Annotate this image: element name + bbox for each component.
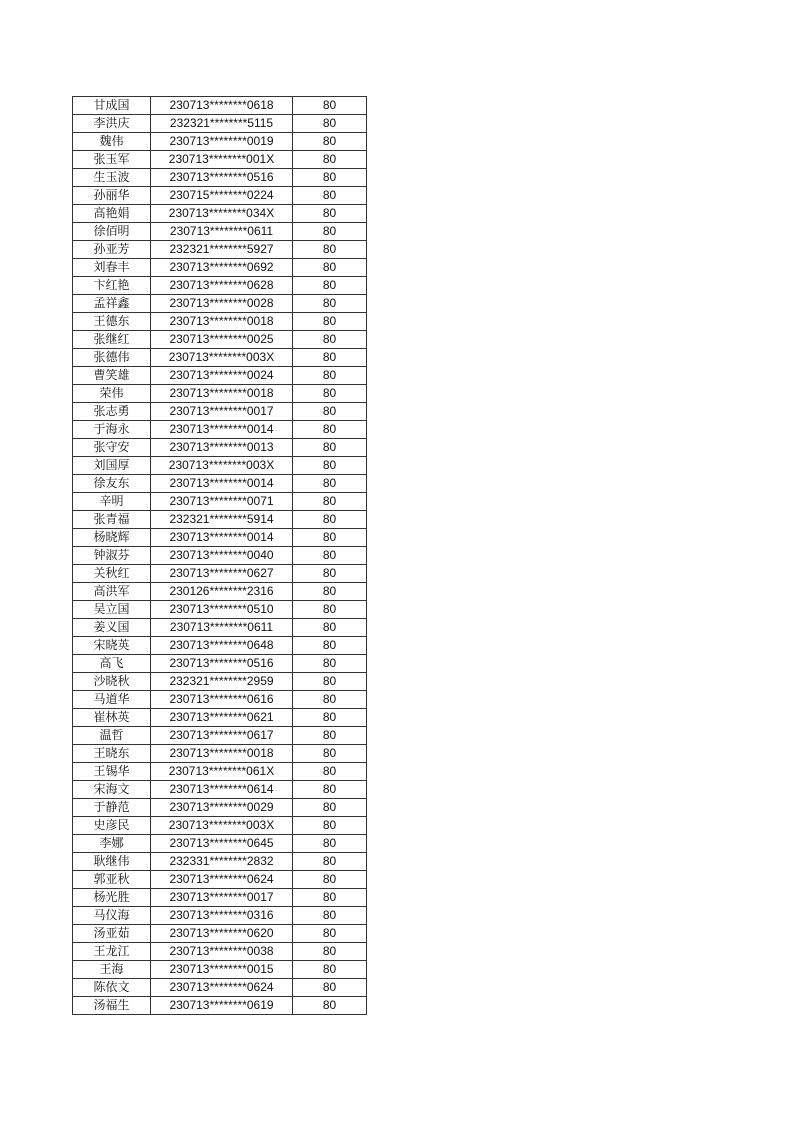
score-cell: 80	[293, 655, 367, 673]
score-cell: 80	[293, 259, 367, 277]
score-cell: 80	[293, 853, 367, 871]
name-cell: 刘国厚	[73, 457, 151, 475]
table-row	[73, 475, 367, 493]
score-cell: 80	[293, 997, 367, 1015]
score-cell: 80	[293, 799, 367, 817]
table-row	[73, 637, 367, 655]
id-number-cell: 230713********0692	[151, 259, 293, 277]
id-number-cell: 232321********2959	[151, 673, 293, 691]
score-cell: 80	[293, 889, 367, 907]
score-cell: 80	[293, 205, 367, 223]
name-cell: 沙晓秋	[73, 673, 151, 691]
id-number-cell: 230713********0611	[151, 223, 293, 241]
id-number-cell: 230713********0624	[151, 871, 293, 889]
id-number-cell: 230713********0017	[151, 403, 293, 421]
table-row	[73, 727, 367, 745]
score-cell: 80	[293, 277, 367, 295]
table-row	[73, 241, 367, 259]
table-row	[73, 655, 367, 673]
table-row	[73, 601, 367, 619]
score-cell: 80	[293, 601, 367, 619]
table-row	[73, 151, 367, 169]
id-number-cell: 230713********0621	[151, 709, 293, 727]
id-number-cell: 230713********0648	[151, 637, 293, 655]
score-cell: 80	[293, 439, 367, 457]
name-cell: 耿继伟	[73, 853, 151, 871]
table-row	[73, 763, 367, 781]
id-number-cell: 230715********0224	[151, 187, 293, 205]
id-number-cell: 232321********5115	[151, 115, 293, 133]
table-row	[73, 889, 367, 907]
id-number-cell: 230713********0628	[151, 277, 293, 295]
name-cell: 于静范	[73, 799, 151, 817]
score-cell: 80	[293, 925, 367, 943]
name-cell: 于海永	[73, 421, 151, 439]
id-number-cell: 230713********0040	[151, 547, 293, 565]
score-cell: 80	[293, 349, 367, 367]
table-row	[73, 259, 367, 277]
table-row	[73, 529, 367, 547]
score-cell: 80	[293, 961, 367, 979]
table-row	[73, 169, 367, 187]
table-row	[73, 853, 367, 871]
score-cell: 80	[293, 871, 367, 889]
name-cell: 孟祥鑫	[73, 295, 151, 313]
name-cell: 孙丽华	[73, 187, 151, 205]
score-cell: 80	[293, 223, 367, 241]
score-cell: 80	[293, 133, 367, 151]
name-cell: 陈依文	[73, 979, 151, 997]
name-cell: 卞红艳	[73, 277, 151, 295]
name-cell: 马道华	[73, 691, 151, 709]
score-cell: 80	[293, 781, 367, 799]
score-cell: 80	[293, 709, 367, 727]
score-cell: 80	[293, 817, 367, 835]
id-number-cell: 230713********0038	[151, 943, 293, 961]
id-number-cell: 232321********5914	[151, 511, 293, 529]
table-row	[73, 943, 367, 961]
name-cell: 高艳娟	[73, 205, 151, 223]
name-cell: 李洪庆	[73, 115, 151, 133]
score-cell: 80	[293, 565, 367, 583]
table-row	[73, 511, 367, 529]
roster-table-body	[73, 97, 367, 1015]
name-cell: 吴立国	[73, 601, 151, 619]
id-number-cell: 230713********0014	[151, 475, 293, 493]
table-row	[73, 781, 367, 799]
score-cell: 80	[293, 457, 367, 475]
name-cell: 曹笑雄	[73, 367, 151, 385]
id-number-cell: 230713********034X	[151, 205, 293, 223]
id-number-cell: 230713********0620	[151, 925, 293, 943]
id-number-cell: 230713********0014	[151, 421, 293, 439]
score-cell: 80	[293, 979, 367, 997]
name-cell: 崔林英	[73, 709, 151, 727]
score-cell: 80	[293, 403, 367, 421]
id-number-cell: 230713********0316	[151, 907, 293, 925]
name-cell: 张志勇	[73, 403, 151, 421]
score-cell: 80	[293, 115, 367, 133]
table-row	[73, 277, 367, 295]
table-row	[73, 349, 367, 367]
id-number-cell: 230713********0018	[151, 745, 293, 763]
name-cell: 张德伟	[73, 349, 151, 367]
id-number-cell: 230713********0645	[151, 835, 293, 853]
name-cell: 马仪海	[73, 907, 151, 925]
roster-table	[72, 96, 367, 1015]
score-cell: 80	[293, 583, 367, 601]
name-cell: 张守安	[73, 439, 151, 457]
id-number-cell: 230713********0611	[151, 619, 293, 637]
table-row	[73, 817, 367, 835]
name-cell: 姜义国	[73, 619, 151, 637]
score-cell: 80	[293, 169, 367, 187]
table-row	[73, 295, 367, 313]
name-cell: 汤福生	[73, 997, 151, 1015]
table-row	[73, 457, 367, 475]
id-number-cell: 230713********0019	[151, 133, 293, 151]
id-number-cell: 230713********0017	[151, 889, 293, 907]
name-cell: 宋海文	[73, 781, 151, 799]
score-cell: 80	[293, 547, 367, 565]
id-number-cell: 230713********003X	[151, 817, 293, 835]
table-row	[73, 403, 367, 421]
score-cell: 80	[293, 619, 367, 637]
id-number-cell: 230713********0025	[151, 331, 293, 349]
score-cell: 80	[293, 421, 367, 439]
id-number-cell: 230713********0516	[151, 655, 293, 673]
score-cell: 80	[293, 529, 367, 547]
id-number-cell: 230713********0018	[151, 385, 293, 403]
id-number-cell: 230713********0018	[151, 313, 293, 331]
score-cell: 80	[293, 727, 367, 745]
table-row	[73, 331, 367, 349]
table-row	[73, 979, 367, 997]
table-row	[73, 367, 367, 385]
table-row	[73, 583, 367, 601]
score-cell: 80	[293, 835, 367, 853]
name-cell: 史彦民	[73, 817, 151, 835]
score-cell: 80	[293, 475, 367, 493]
score-cell: 80	[293, 943, 367, 961]
name-cell: 甘成国	[73, 97, 151, 115]
score-cell: 80	[293, 295, 367, 313]
id-number-cell: 230713********061X	[151, 763, 293, 781]
score-cell: 80	[293, 331, 367, 349]
name-cell: 张继红	[73, 331, 151, 349]
score-cell: 80	[293, 313, 367, 331]
id-number-cell: 230713********0014	[151, 529, 293, 547]
table-row	[73, 439, 367, 457]
name-cell: 杨光胜	[73, 889, 151, 907]
id-number-cell: 230713********0617	[151, 727, 293, 745]
id-number-cell: 232321********5927	[151, 241, 293, 259]
table-row	[73, 799, 367, 817]
id-number-cell: 230126********2316	[151, 583, 293, 601]
id-number-cell: 230713********0013	[151, 439, 293, 457]
score-cell: 80	[293, 385, 367, 403]
id-number-cell: 230713********003X	[151, 457, 293, 475]
name-cell: 刘春丰	[73, 259, 151, 277]
name-cell: 温哲	[73, 727, 151, 745]
id-number-cell: 230713********0624	[151, 979, 293, 997]
id-number-cell: 230713********0618	[151, 97, 293, 115]
id-number-cell: 230713********0616	[151, 691, 293, 709]
name-cell: 郭亚秋	[73, 871, 151, 889]
score-cell: 80	[293, 691, 367, 709]
id-number-cell: 230713********0029	[151, 799, 293, 817]
name-cell: 李娜	[73, 835, 151, 853]
table-row	[73, 187, 367, 205]
table-row	[73, 421, 367, 439]
score-cell: 80	[293, 673, 367, 691]
score-cell: 80	[293, 511, 367, 529]
score-cell: 80	[293, 907, 367, 925]
id-number-cell: 230713********0614	[151, 781, 293, 799]
id-number-cell: 230713********0071	[151, 493, 293, 511]
table-row	[73, 907, 367, 925]
name-cell: 徐友东	[73, 475, 151, 493]
name-cell: 关秋红	[73, 565, 151, 583]
table-row	[73, 619, 367, 637]
table-row	[73, 691, 367, 709]
id-number-cell: 230713********0516	[151, 169, 293, 187]
table-row	[73, 133, 367, 151]
table-row	[73, 493, 367, 511]
name-cell: 张玉军	[73, 151, 151, 169]
name-cell: 张青福	[73, 511, 151, 529]
name-cell: 徐佰明	[73, 223, 151, 241]
score-cell: 80	[293, 97, 367, 115]
name-cell: 高飞	[73, 655, 151, 673]
table-row	[73, 97, 367, 115]
table-row	[73, 313, 367, 331]
name-cell: 生玉波	[73, 169, 151, 187]
score-cell: 80	[293, 241, 367, 259]
name-cell: 钟淑芬	[73, 547, 151, 565]
score-cell: 80	[293, 637, 367, 655]
id-number-cell: 232331********2832	[151, 853, 293, 871]
id-number-cell: 230713********003X	[151, 349, 293, 367]
table-row	[73, 205, 367, 223]
table-row	[73, 997, 367, 1015]
table-row	[73, 961, 367, 979]
name-cell: 王海	[73, 961, 151, 979]
id-number-cell: 230713********0619	[151, 997, 293, 1015]
name-cell: 王晓东	[73, 745, 151, 763]
score-cell: 80	[293, 763, 367, 781]
table-row	[73, 115, 367, 133]
score-cell: 80	[293, 367, 367, 385]
table-row	[73, 925, 367, 943]
table-row	[73, 745, 367, 763]
name-cell: 王龙江	[73, 943, 151, 961]
id-number-cell: 230713********0024	[151, 367, 293, 385]
id-number-cell: 230713********0627	[151, 565, 293, 583]
id-number-cell: 230713********0015	[151, 961, 293, 979]
name-cell: 高洪军	[73, 583, 151, 601]
name-cell: 魏伟	[73, 133, 151, 151]
score-cell: 80	[293, 151, 367, 169]
table-row	[73, 835, 367, 853]
score-cell: 80	[293, 493, 367, 511]
name-cell: 孙亚芳	[73, 241, 151, 259]
score-cell: 80	[293, 745, 367, 763]
name-cell: 宋晓英	[73, 637, 151, 655]
name-cell: 汤亚茹	[73, 925, 151, 943]
table-row	[73, 547, 367, 565]
name-cell: 辛明	[73, 493, 151, 511]
table-row	[73, 565, 367, 583]
table-row	[73, 223, 367, 241]
name-cell: 荣伟	[73, 385, 151, 403]
id-number-cell: 230713********001X	[151, 151, 293, 169]
name-cell: 王锡华	[73, 763, 151, 781]
table-row	[73, 385, 367, 403]
name-cell: 王德东	[73, 313, 151, 331]
table-row	[73, 871, 367, 889]
score-cell: 80	[293, 187, 367, 205]
table-row	[73, 673, 367, 691]
table-row	[73, 709, 367, 727]
name-cell: 杨晓辉	[73, 529, 151, 547]
id-number-cell: 230713********0028	[151, 295, 293, 313]
id-number-cell: 230713********0510	[151, 601, 293, 619]
